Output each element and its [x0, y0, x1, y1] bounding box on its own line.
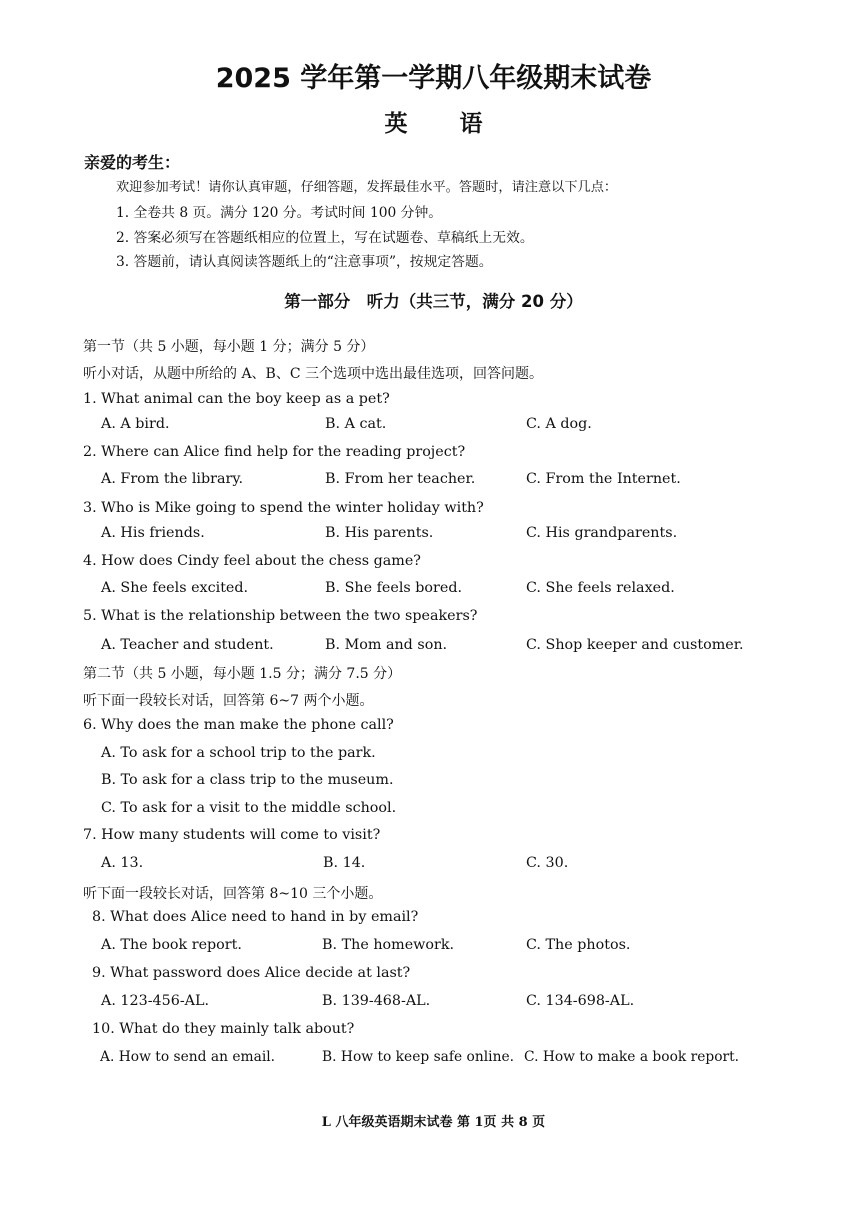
option-a: A. 13. — [101, 855, 144, 871]
question-text: 7. How many students will come to visit? — [83, 827, 381, 843]
section-direction: 听小对话，从题中所给的 A、B、C 三个选项中选出最佳选项，回答问题。 — [83, 366, 544, 382]
option-c: C. The photos. — [526, 937, 631, 953]
option-a: A. A bird. — [101, 416, 170, 432]
question-text: 10. What do they mainly talk about? — [92, 1021, 355, 1037]
option-c: C. His grandparents. — [526, 525, 678, 541]
question-text: 9. What password does Alice decide at last? — [92, 965, 411, 981]
option-b: B. Mom and son. — [325, 637, 448, 653]
section-header: 第一节（共 5 小题，每小题 1 分；满分 5 分） — [83, 339, 375, 355]
subject-heading: 英 语 — [384, 111, 505, 137]
option-c: C. To ask for a visit to the middle school. — [101, 800, 397, 816]
option-a: A. 123-456-AL. — [101, 993, 210, 1009]
section-header: 第二节（共 5 小题，每小题 1.5 分；满分 7.5 分） — [83, 666, 402, 682]
option-b: B. 139-468-AL. — [322, 993, 431, 1009]
option-c: C. From the Internet. — [526, 471, 681, 487]
question-text: 5. What is the relationship between the two speakers? — [83, 608, 478, 624]
option-b: B. The homework. — [322, 937, 455, 953]
question-text: 2. Where can Alice find help for the reading project? — [83, 444, 466, 460]
intro-text: 欢迎参加考试！请你认真审题，仔细答题，发挥最佳水平。答题时，请注意以下几点： — [116, 180, 618, 195]
section-direction: 听下面一段较长对话，回答第 8~10 三个小题。 — [83, 886, 383, 902]
page-footer: L 八年级英语期末试卷 第 1页 共 8 页 — [321, 1115, 546, 1130]
section-direction: 听下面一段较长对话，回答第 6~7 两个小题。 — [83, 693, 374, 709]
option-b: B. How to keep safe online. — [322, 1049, 515, 1065]
option-c: C. How to make a book report. — [524, 1049, 740, 1065]
note-item: 2. 答案必须写在答题纸相应的位置上，写在试题卷、草稿纸上无效。 — [116, 229, 534, 246]
option-b: B. To ask for a class trip to the museum. — [101, 772, 394, 788]
question-text: 4. How does Cindy feel about the chess game? — [83, 553, 421, 569]
question-text: 3. Who is Mike going to spend the winter holiday with? — [83, 500, 484, 516]
option-a: A. From the library. — [101, 471, 244, 487]
option-a: A. How to send an email. — [100, 1049, 276, 1065]
exam-title: 2025 学年第一学期八年级期末试卷 — [215, 63, 652, 94]
question-text: 6. Why does the man make the phone call? — [83, 717, 394, 733]
option-c: C. 30. — [526, 855, 569, 871]
exam-notes — [116, 201, 534, 275]
note-item: 1. 全卷共 8 页。满分 120 分。考试时间 100 分钟。 — [116, 205, 443, 221]
option-c: C. She feels relaxed. — [526, 580, 675, 596]
option-b: B. 14. — [323, 855, 366, 871]
option-b: B. From her teacher. — [325, 471, 476, 487]
option-c: C. 134-698-AL. — [526, 993, 635, 1009]
question-text: 8. What does Alice need to hand in by email? — [92, 909, 419, 925]
option-b: B. His parents. — [325, 525, 434, 541]
option-a: A. The book report. — [101, 937, 242, 953]
part-title: 第一部分 听力（共三节，满分 20 分） — [284, 292, 583, 311]
option-b: B. She feels bored. — [325, 580, 463, 596]
question-text: 1. What animal can the boy keep as a pet? — [83, 391, 390, 407]
option-a: A. She feels excited. — [101, 580, 249, 596]
option-b: B. A cat. — [325, 416, 387, 432]
option-a: A. His friends. — [101, 525, 205, 541]
option-a: A. Teacher and student. — [101, 637, 274, 653]
option-a: A. To ask for a school trip to the park. — [101, 745, 376, 761]
greeting: 亲爱的考生： — [84, 153, 181, 172]
option-c: C. A dog. — [526, 416, 592, 432]
note-item: 3. 答题前，请认真阅读答题纸上的“注意事项”，按规定答题。 — [116, 254, 493, 270]
option-c: C. Shop keeper and customer. — [526, 637, 744, 653]
